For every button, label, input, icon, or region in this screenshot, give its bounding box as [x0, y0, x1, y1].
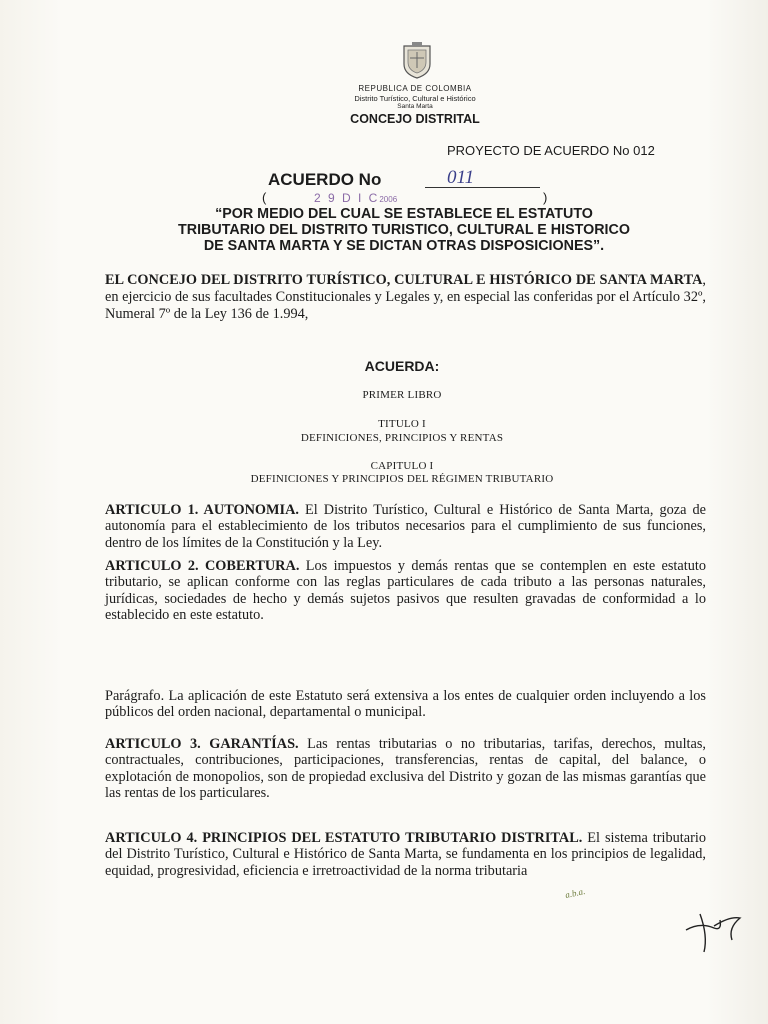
coat-of-arms-icon [400, 40, 434, 80]
article-body: El Distrito Turístico, Cultural e Histórico de Santa Marta, goza de autonomía para el establecimiento de los tributos necesarios para el cumplimiento de sus funciones, dentro de los límites de la Constitución y la Ley. [105, 502, 706, 551]
signature-icon [680, 900, 760, 960]
chapter-name: DEFINICIONES Y PRINCIPIOS DEL RÉGIMEN TRIBUTARIO [250, 473, 554, 485]
stamp-year: 2006 [379, 195, 398, 204]
agreement-title [102, 206, 706, 254]
header-republic: REPUBLICA DE COLOMBIA [358, 84, 472, 93]
article-heading: ARTICULO 1. AUTONOMIA. [105, 502, 299, 518]
article-4 [105, 830, 706, 879]
paragraph-note [105, 688, 706, 721]
agreement-number-handwritten: 011 [425, 168, 540, 188]
paragraph-body: Parágrafo. La aplicación de este Estatuto será extensiva a los entes de cualquier orden incluyendo a los públicos del orden nacional, departamental o municipal. [105, 688, 706, 721]
title-name: DEFINICIONES, PRINCIPIOS Y RENTAS [300, 432, 504, 444]
preamble [105, 272, 706, 323]
article-body: El sistema tributario del Distrito Turístico, Cultural e Histórico de Santa Marta, se fundamenta en los principios de legalidad, equidad, progresividad, eficiencia e irretroactividad de la norma tributaria [105, 830, 706, 879]
title-number: TITULO I [378, 418, 426, 430]
paren-right: ) [543, 190, 548, 205]
article-body: Las rentas tributarias o no tributarias, tarifas, derechos, multas, contractuales, contribuciones, participaciones, transferencias, rentas de capital, del balance, o explotación de monopolios, son de propiedad exclusiva del Distrito y gozan de las mismas garantías que las rentas de los particulares. [105, 736, 707, 801]
project-number: PROYECTO DE ACUERDO No 012 [447, 143, 655, 158]
title-line: “POR MEDIO DEL CUAL SE ESTABLECE EL ESTATUTO [215, 206, 593, 222]
article-2 [105, 558, 706, 623]
preamble-text: , en ejercicio de sus facultades Constitucionales y Legales y, en especial las conferidas por el Artículo 32º, Numeral 7º de la Ley 136 de 1.994, [105, 272, 706, 322]
header-council: CONCEJO DISTRITAL [350, 112, 480, 126]
handwritten-initials: a.b.a. [564, 886, 587, 900]
date-stamp [314, 191, 397, 205]
agreement-label: ACUERDO No [268, 170, 382, 189]
header-city: Santa Marta [397, 103, 433, 110]
preamble-bold: EL CONCEJO DEL DISTRITO TURÍSTICO, CULTURAL E HISTÓRICO DE SANTA MARTA [105, 272, 703, 288]
article-heading: ARTICULO 3. GARANTÍAS. [105, 736, 299, 752]
chapter-number: CAPITULO I [370, 460, 434, 472]
article-1 [105, 502, 706, 551]
article-body: Los impuestos y demás rentas que se contemplen en este estatuto tributario, se aplican conforme con las reglas particulares de cada tributo a las personas naturales, jurídicas, sociedades de hecho y demás sujetos pasivos que resulten gravadas de conformidad a lo establecido en este estatuto. [105, 558, 706, 623]
header-district: Distrito Turístico, Cultural e Histórico [354, 94, 476, 103]
title-line: TRIBUTARIO DEL DISTRITO TURISTICO, CULTURAL E HISTORICO [178, 222, 630, 238]
book-heading: PRIMER LIBRO [362, 389, 442, 401]
acuerda-heading: ACUERDA: [364, 358, 440, 374]
article-3 [105, 736, 706, 801]
stamp-day-month: 2 9 D I C [314, 191, 380, 205]
title-line: DE SANTA MARTA Y SE DICTAN OTRAS DISPOSICIONES”. [203, 238, 605, 254]
article-heading: ARTICULO 4. PRINCIPIOS DEL ESTATUTO TRIBUTARIO DISTRITAL. [105, 830, 583, 846]
paren-left: ( [262, 190, 267, 205]
article-heading: ARTICULO 2. COBERTURA. [105, 558, 300, 574]
